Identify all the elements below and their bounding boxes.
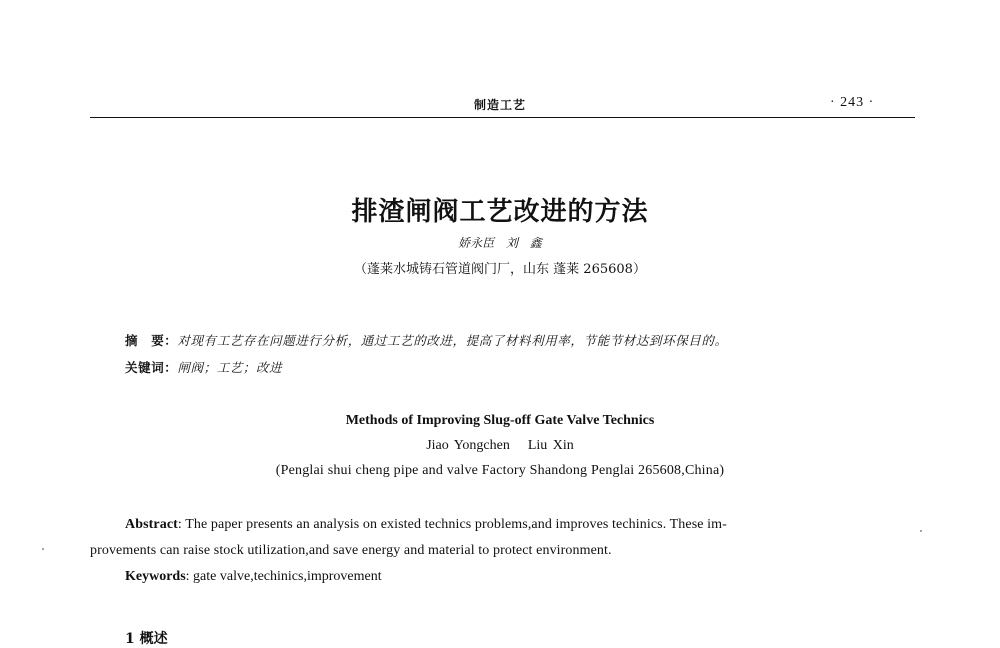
scan-speck	[42, 548, 44, 550]
author-english-2: Liu Xin	[527, 438, 574, 453]
section-heading: 1 概述	[125, 631, 168, 647]
affiliation-chinese: （蓬莱水城铸石管道阀门厂，山东 蓬莱 265608）	[354, 262, 646, 277]
abstract-english-label: Abstract	[125, 517, 178, 532]
authors-english	[0, 438, 1000, 454]
abstract-chinese-label: 摘 要：	[125, 333, 178, 348]
abstract-english-line-2: provements can raise stock utilization,and save energy and material to protect environment.	[90, 543, 612, 558]
scan-speck	[920, 530, 922, 532]
authors-chinese: 娇永臣 刘 鑫	[458, 236, 542, 250]
keywords-chinese-label: 关键词：	[125, 360, 178, 375]
keywords-chinese	[125, 358, 282, 376]
author-english-1: Jiao Yongchen	[426, 438, 510, 453]
abstract-english-line-1	[125, 517, 727, 533]
affiliation-english: (Penglai shui cheng pipe and valve Factory Shandong Penglai 265608,China)	[275, 463, 725, 478]
abstract-chinese	[125, 331, 728, 349]
abstract-chinese-text: 对现有工艺存在问题进行分析，通过工艺的改进，提高了材料利用率，节能节材达到环保目的。	[177, 333, 728, 348]
journal-section-header: 制造工艺	[473, 98, 526, 112]
header-divider	[90, 117, 915, 118]
keywords-chinese-text: 闸阀；工艺；改进	[177, 360, 283, 375]
keywords-english-text: : gate valve,techinics,improvement	[185, 569, 382, 584]
article-title-chinese: 排渣闸阀工艺改进的方法	[351, 197, 649, 227]
abstract-english-text-1: : The paper presents an analysis on existed technics problems,and improves techinics. These im-	[177, 517, 727, 532]
keywords-english-label: Keywords	[125, 569, 186, 584]
page-number: · 243 ·	[830, 95, 875, 110]
keywords-english	[125, 569, 382, 585]
article-title-english: Methods of Improving Slug-off Gate Valve Technics	[345, 413, 655, 428]
